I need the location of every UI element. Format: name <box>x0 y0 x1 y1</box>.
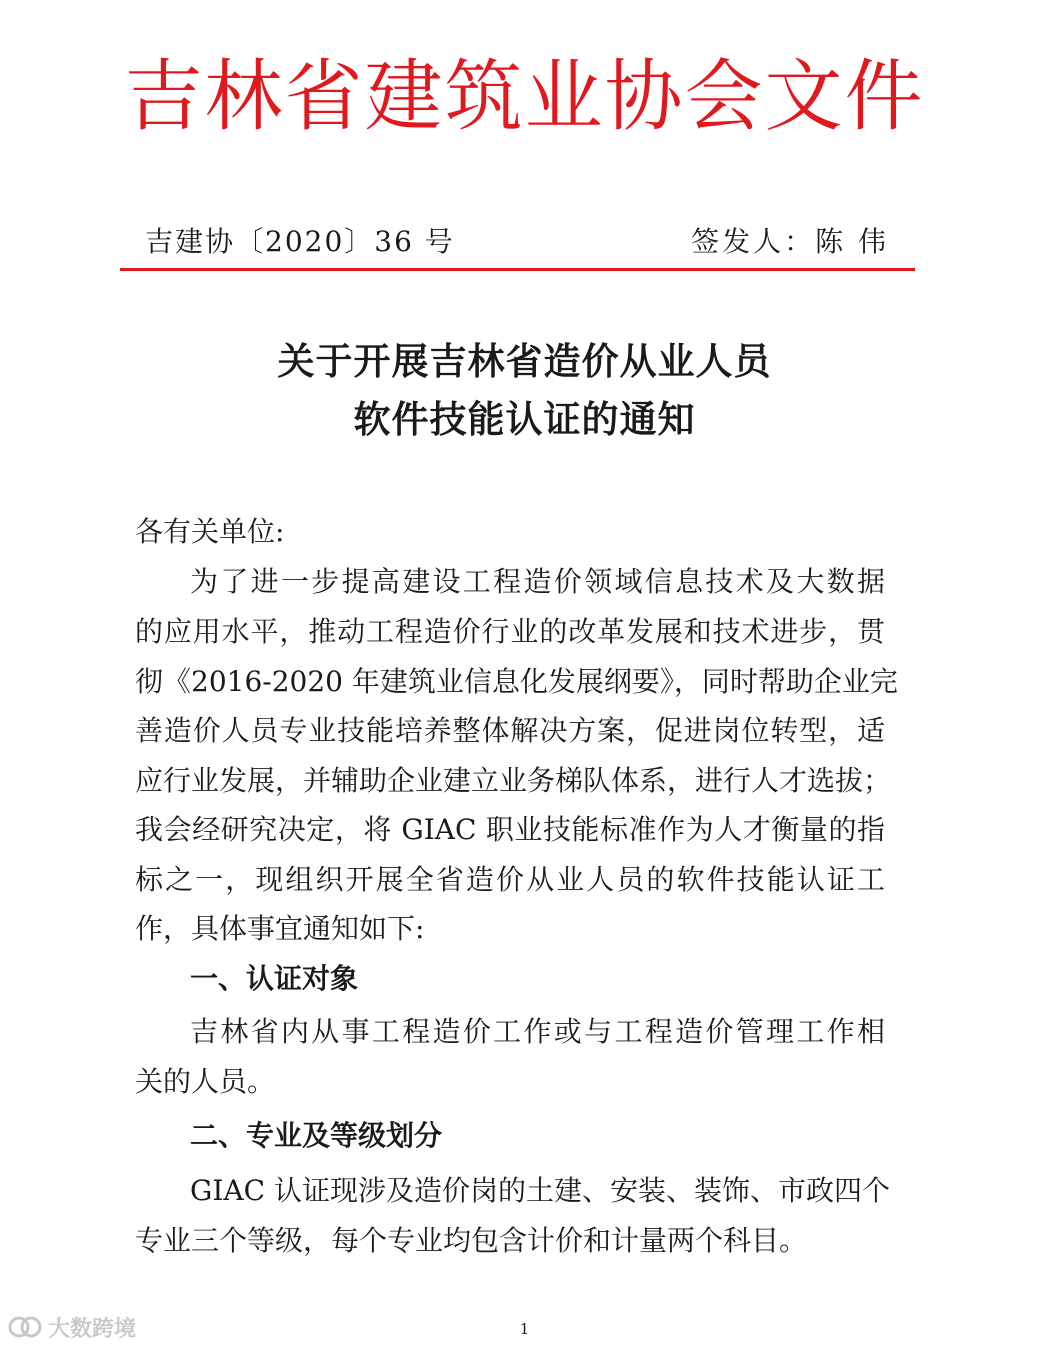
body-line: 的应用水平，推动工程造价行业的改革发展和技术进步，贯 <box>135 615 885 648</box>
document-number: 吉建协〔2020〕36 号 <box>145 225 455 258</box>
document-header-title: 吉林省建筑业协会文件 <box>124 52 925 142</box>
body-line: 作，具体事宜通知如下: <box>135 912 425 945</box>
notice-title-line-2: 软件技能认证的通知 <box>353 398 696 441</box>
body-line: 为了进一步提高建设工程造价领域信息技术及大数据 <box>190 565 885 598</box>
body-line: 标之一，现组织开展全省造价从业人员的软件技能认证工 <box>135 863 885 896</box>
body-line: 吉林省内从事工程造价工作或与工程造价管理工作相 <box>190 1015 885 1048</box>
red-divider <box>120 268 915 271</box>
body-line: 我会经研究决定，将 GIAC 职业技能标准作为人才衡量的指 <box>135 813 885 846</box>
body-line: 关的人员。 <box>135 1065 276 1098</box>
watermark-text: 大数跨境 <box>48 1316 137 1342</box>
section-heading-1: 一、认证对象 <box>190 962 359 995</box>
body-line: 专业三个等级，每个专业均包含计价和计量两个科目。 <box>135 1224 808 1257</box>
body-line: GIAC 认证现涉及造价岗的土建、安装、装饰、市政四个 <box>190 1174 890 1207</box>
page-number: 1 <box>519 1320 530 1338</box>
section-heading-2: 二、专业及等级划分 <box>190 1119 443 1152</box>
body-line: 善造价人员专业技能培养整体解决方案，促进岗位转型，适 <box>135 714 885 747</box>
body-line: 应行业发展，并辅助企业建立业务梯队体系，进行人才选拔； <box>135 764 892 797</box>
notice-title-line-1: 关于开展吉林省造价从业人员 <box>277 340 772 383</box>
body-line: 彻《2016-2020 年建筑业信息化发展纲要》，同时帮助企业完 <box>135 665 898 698</box>
signer: 签发人：陈 伟 <box>691 225 889 258</box>
salutation: 各有关单位: <box>135 515 285 548</box>
